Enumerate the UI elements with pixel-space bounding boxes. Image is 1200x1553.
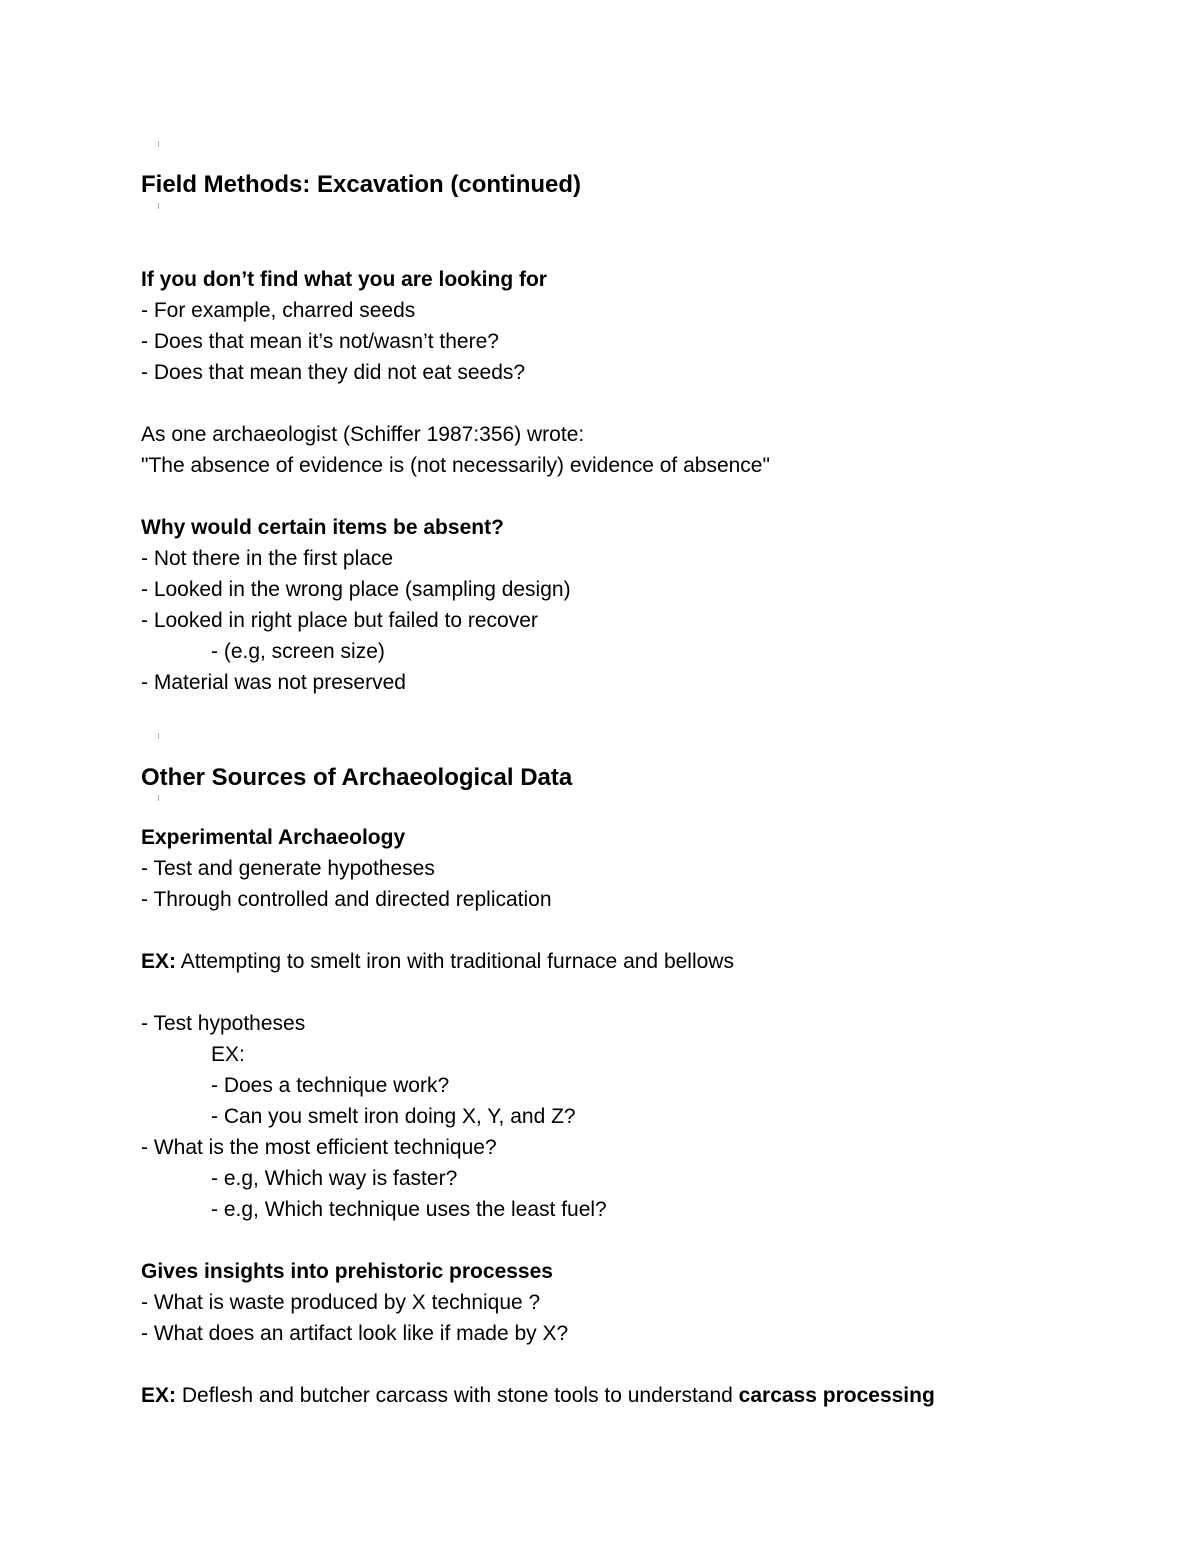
formatting-mark bbox=[158, 733, 159, 739]
list-subitem: - e.g, Which way is faster? bbox=[211, 1167, 458, 1190]
list-item: - What is the most efficient technique? bbox=[141, 1136, 497, 1159]
list-subitem: - Does a technique work? bbox=[211, 1074, 450, 1097]
list-item: - Does that mean they did not eat seeds? bbox=[141, 361, 526, 384]
list-item: - What does an artifact look like if made by X? bbox=[141, 1322, 569, 1345]
list-subitem: - e.g, Which technique uses the least fuel? bbox=[211, 1198, 607, 1221]
list-item: - Looked in right place but failed to recover bbox=[141, 609, 538, 632]
example-emphasis: carcass processing bbox=[738, 1384, 935, 1407]
formatting-mark bbox=[158, 795, 159, 801]
example-label: EX: bbox=[141, 1384, 177, 1407]
example-line-smelt bbox=[141, 949, 734, 975]
formatting-mark bbox=[158, 203, 159, 209]
quote-text: "The absence of evidence is (not necessarily) evidence of absence" bbox=[141, 454, 770, 477]
list-item: - Test and generate hypotheses bbox=[141, 857, 435, 880]
list-item: - Through controlled and directed replication bbox=[141, 888, 552, 911]
list-subitem: EX: bbox=[211, 1043, 245, 1066]
example-text: Attempting to smelt iron with traditional furnace and bellows bbox=[176, 950, 734, 973]
list-item: - For example, charred seeds bbox=[141, 299, 416, 322]
list-subitem: - Can you smelt iron doing X, Y, and Z? bbox=[211, 1105, 576, 1128]
list-subitem: - (e.g, screen size) bbox=[211, 640, 385, 663]
subheading-why-absent: Why would certain items be absent? bbox=[141, 516, 504, 539]
list-item: - Does that mean it’s not/wasn’t there? bbox=[141, 330, 499, 353]
list-item: - Not there in the first place bbox=[141, 547, 394, 570]
example-text: Deflesh and butcher carcass with stone tools to understand bbox=[176, 1384, 739, 1407]
list-item: - Material was not preserved bbox=[141, 671, 406, 694]
example-label: EX: bbox=[141, 950, 177, 973]
formatting-mark bbox=[158, 141, 159, 147]
section-title-excavation: Field Methods: Excavation (continued) bbox=[141, 171, 582, 198]
example-line-carcass bbox=[141, 1383, 935, 1409]
section-title-other-sources: Other Sources of Archaeological Data bbox=[141, 764, 573, 791]
quote-intro: As one archaeologist (Schiffer 1987:356) wrote: bbox=[141, 423, 585, 446]
subheading-not-found: If you don’t find what you are looking for bbox=[141, 268, 547, 291]
list-item: - What is waste produced by X technique ? bbox=[141, 1291, 541, 1314]
list-item: - Looked in the wrong place (sampling design) bbox=[141, 578, 571, 601]
subheading-experimental: Experimental Archaeology bbox=[141, 826, 406, 849]
subheading-insights: Gives insights into prehistoric processes bbox=[141, 1260, 553, 1283]
list-item: - Test hypotheses bbox=[141, 1012, 306, 1035]
